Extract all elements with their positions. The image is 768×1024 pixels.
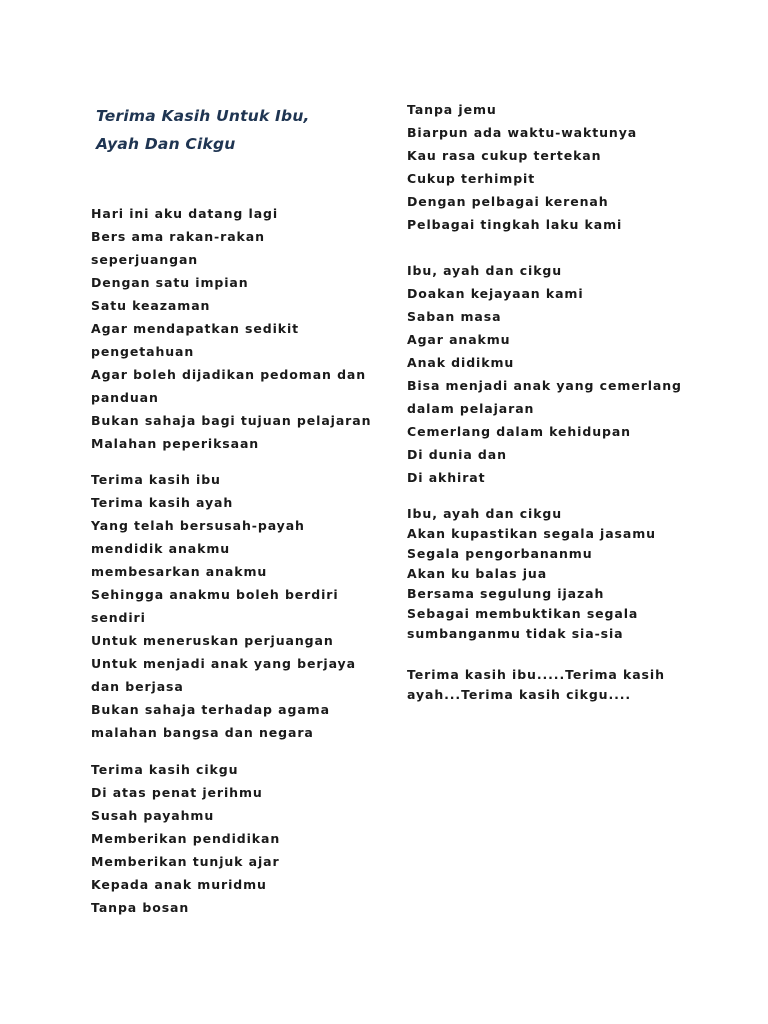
poem-title-line-1: Terima Kasih Untuk Ibu, <box>96 107 310 125</box>
poem-line: Tanpa jemu <box>407 102 497 117</box>
poem-line: Doakan kejayaan kami <box>407 286 584 301</box>
poem-line: Hari ini aku datang lagi <box>91 206 279 221</box>
left-stanza-2 <box>91 468 356 744</box>
poem-line: Akan kupastikan segala jasamu <box>407 526 656 541</box>
poem-line: Susah payahmu <box>91 808 215 823</box>
poem-line: Cemerlang dalam kehidupan <box>407 424 631 439</box>
left-stanza-1 <box>91 202 371 455</box>
poem-line: Terima kasih ayah <box>91 495 234 510</box>
poem-line: Di akhirat <box>407 470 486 485</box>
poem-line: seperjuangan <box>91 252 199 267</box>
poem-line: Bers ama rakan-rakan <box>91 229 265 244</box>
poem-line: Agar boleh dijadikan pedoman dan <box>91 367 367 382</box>
poem-line: Segala pengorbananmu <box>407 546 593 561</box>
poem-line: Malahan peperiksaan <box>91 436 260 451</box>
poem-line: ayah...Terima kasih cikgu.... <box>407 687 632 702</box>
right-stanza-3 <box>407 504 656 644</box>
poem-line: Dengan pelbagai kerenah <box>407 194 609 209</box>
poem-line: Memberikan tunjuk ajar <box>91 854 280 869</box>
poem-line: Terima kasih ibu <box>91 472 221 487</box>
poem-line: Terima kasih cikgu <box>91 762 239 777</box>
poem-title <box>96 102 310 158</box>
poem-line: Cukup terhimpit <box>407 171 536 186</box>
poem-line: Pelbagai tingkah laku kami <box>407 217 623 232</box>
poem-line: Memberikan pendidikan <box>91 831 281 846</box>
poem-line: Bukan sahaja terhadap agama <box>91 702 330 717</box>
poem-line: Kau rasa cukup tertekan <box>407 148 602 163</box>
poem-line: Bisa menjadi anak yang cemerlang <box>407 378 682 393</box>
poem-line: membesarkan anakmu <box>91 564 268 579</box>
poem-line: Untuk meneruskan perjuangan <box>91 633 334 648</box>
poem-line: Bukan sahaja bagi tujuan pelajaran <box>91 413 372 428</box>
poem-line: Ibu, ayah dan cikgu <box>407 263 563 278</box>
poem-line: malahan bangsa dan negara <box>91 725 314 740</box>
left-stanza-3 <box>91 758 280 919</box>
poem-line: Anak didikmu <box>407 355 515 370</box>
poem-title-line-2: Ayah Dan Cikgu <box>96 135 236 153</box>
poem-line: Biarpun ada waktu-waktunya <box>407 125 638 140</box>
poem-line: Dengan satu impian <box>91 275 249 290</box>
poem-line: pengetahuan <box>91 344 195 359</box>
poem-line: Terima kasih ibu.....Terima kasih <box>407 667 665 682</box>
right-stanza-4 <box>407 665 665 705</box>
poem-line: sumbanganmu tidak sia-sia <box>407 626 624 641</box>
right-stanza-1 <box>407 98 637 236</box>
poem-line: Di dunia dan <box>407 447 507 462</box>
poem-line: Sebagai membuktikan segala <box>407 606 639 621</box>
right-stanza-2 <box>407 259 682 489</box>
poem-line: Untuk menjadi anak yang berjaya <box>91 656 356 671</box>
poem-line: Bersama segulung ijazah <box>407 586 605 601</box>
poem-line: Agar anakmu <box>407 332 511 347</box>
poem-line: dalam pelajaran <box>407 401 535 416</box>
poem-line: Tanpa bosan <box>91 900 190 915</box>
poem-line: Satu keazaman <box>91 298 211 313</box>
poem-line: Saban masa <box>407 309 502 324</box>
poem-line: Sehingga anakmu boleh berdiri <box>91 587 339 602</box>
poem-line: Kepada anak muridmu <box>91 877 267 892</box>
poem-line: Agar mendapatkan sedikit <box>91 321 300 336</box>
poem-line: Akan ku balas jua <box>407 566 548 581</box>
poem-line: sendiri <box>91 610 146 625</box>
poem-line: Di atas penat jerihmu <box>91 785 263 800</box>
poem-line: mendidik anakmu <box>91 541 231 556</box>
poem-line: panduan <box>91 390 159 405</box>
poem-line: Ibu, ayah dan cikgu <box>407 506 563 521</box>
poem-line: dan berjasa <box>91 679 184 694</box>
poem-line: Yang telah bersusah-payah <box>91 518 305 533</box>
